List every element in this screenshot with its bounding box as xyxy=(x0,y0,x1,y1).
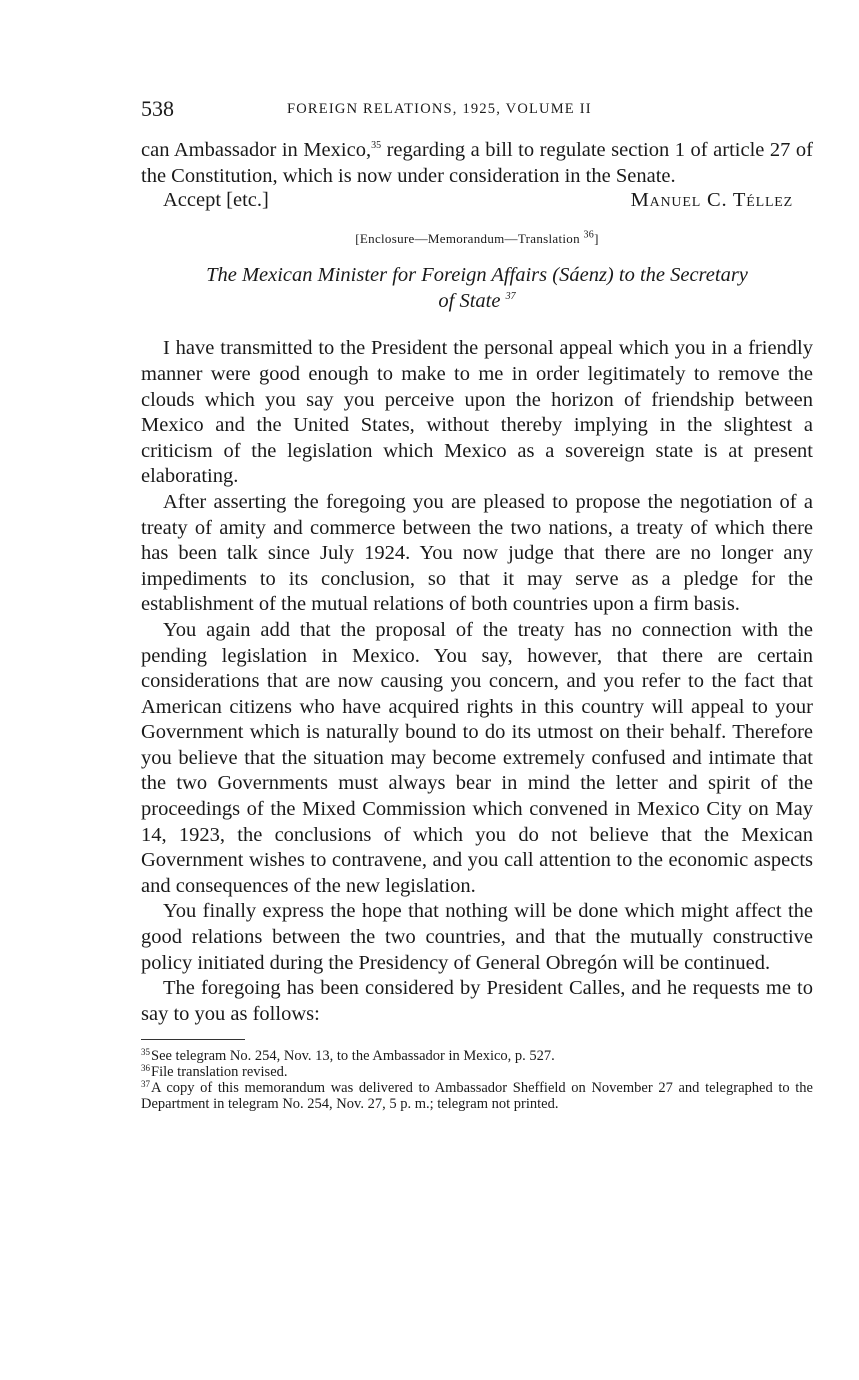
closing-accept: Accept [etc.] xyxy=(163,189,269,212)
continuation-paragraph xyxy=(141,138,813,189)
document-title-line2-wrap xyxy=(141,289,813,315)
document-title-line1: The Mexican Minister for Foreign Affairs (Sáenz) to the Secretary xyxy=(206,264,748,287)
footnote-37 xyxy=(141,1080,813,1112)
footnotes xyxy=(141,1048,813,1112)
enclosure-label xyxy=(141,231,813,247)
footnote-text: File translation revised. xyxy=(151,1064,288,1081)
paragraph-3: You again add that the proposal of the treaty has no connection with the pending legislation in Mexico. You say, however, that there are certain considerations that are now causing you concern, and you refer to the fact that American citizens who have acquired rights in this country will appeal to your Government which is naturally bound to do its utmost on their behalf. Therefore you believe that the situation may become extremely confused and intimate that the two Governments must always bear in mind the letter and spirit of the proceedings of the Mixed Commission which convened in Mexico City on May 14, 1923, the conclusions of which you do not believe that the Mexican Government wishes to contravene, and you call attention to the economic aspects and consequences of the new legislation. xyxy=(141,618,813,897)
footnote-text: A copy of this memorandum was delivered to Ambassador Sheffield on November 27 and telegraphed to the Department in telegram No. 254, Nov. 27, 5 p. m.; telegram not printed. xyxy=(141,1080,813,1113)
paragraph-4: You finally express the hope that nothing will be done which might affect the good relations between the two countries, and that the mutually constructive policy initiated during the Presidency of General Obregón will be continued. xyxy=(141,900,813,974)
continuation-text-after: regarding a bill to regulate section 1 of article 27 of the Constitution, which is now under consideration in the Senate. xyxy=(141,139,813,187)
running-header xyxy=(141,96,813,126)
signature: Manuel C. Téllez xyxy=(630,189,793,212)
enclosure-text: [Enclosure—Memorandum—Translation xyxy=(355,231,580,247)
continuation-text-before: can Ambassador in Mexico, xyxy=(141,139,372,161)
paragraph-1: I have transmitted to the President the personal appeal which you in a friendly manner were good enough to make to me in order legitimately to remove the clouds which you say you perceive upon the horizon of friendship between Mexico and the United States, without thereby implying in the slightest a criticism of the legislation which Mexico as a sovereign state is at present elaborating. xyxy=(141,337,813,488)
document-title-line2: of State xyxy=(438,289,501,312)
footnote-35 xyxy=(141,1048,813,1064)
paragraph-5: The foregoing has been considered by President Calles, and he requests me to say to you as follows: xyxy=(141,977,813,1025)
footnote-ref-36[interactable]: 36 xyxy=(583,229,595,241)
document-page xyxy=(141,96,813,1112)
footnote-mark: 35 xyxy=(141,1046,150,1057)
footnote-mark: 36 xyxy=(141,1062,150,1073)
footnote-mark: 37 xyxy=(141,1078,150,1089)
footnote-divider xyxy=(141,1039,245,1040)
enclosure-close: ] xyxy=(594,231,599,247)
footnote-36 xyxy=(141,1064,813,1080)
memorandum-body xyxy=(141,336,813,1027)
running-title: FOREIGN RELATIONS, 1925, VOLUME II xyxy=(287,101,592,117)
footnote-ref-37[interactable]: 37 xyxy=(505,290,516,302)
footnote-text: See telegram No. 254, Nov. 13, to the Ambassador in Mexico, p. 527. xyxy=(151,1048,555,1065)
closing-line xyxy=(141,189,813,217)
footnote-ref-35[interactable]: 35 xyxy=(371,140,382,152)
document-title xyxy=(141,263,813,314)
page-number: 538 xyxy=(141,96,174,121)
paragraph-2: After asserting the foregoing you are pleased to propose the negotiation of a treaty of amity and commerce between the two nations, a treaty of which there has been talk since July 1924. You now judge that there are no longer any impediments to its conclusion, so that it may serve as a pledge for the establishment of the mutual relations of both countries upon a firm basis. xyxy=(141,490,813,616)
